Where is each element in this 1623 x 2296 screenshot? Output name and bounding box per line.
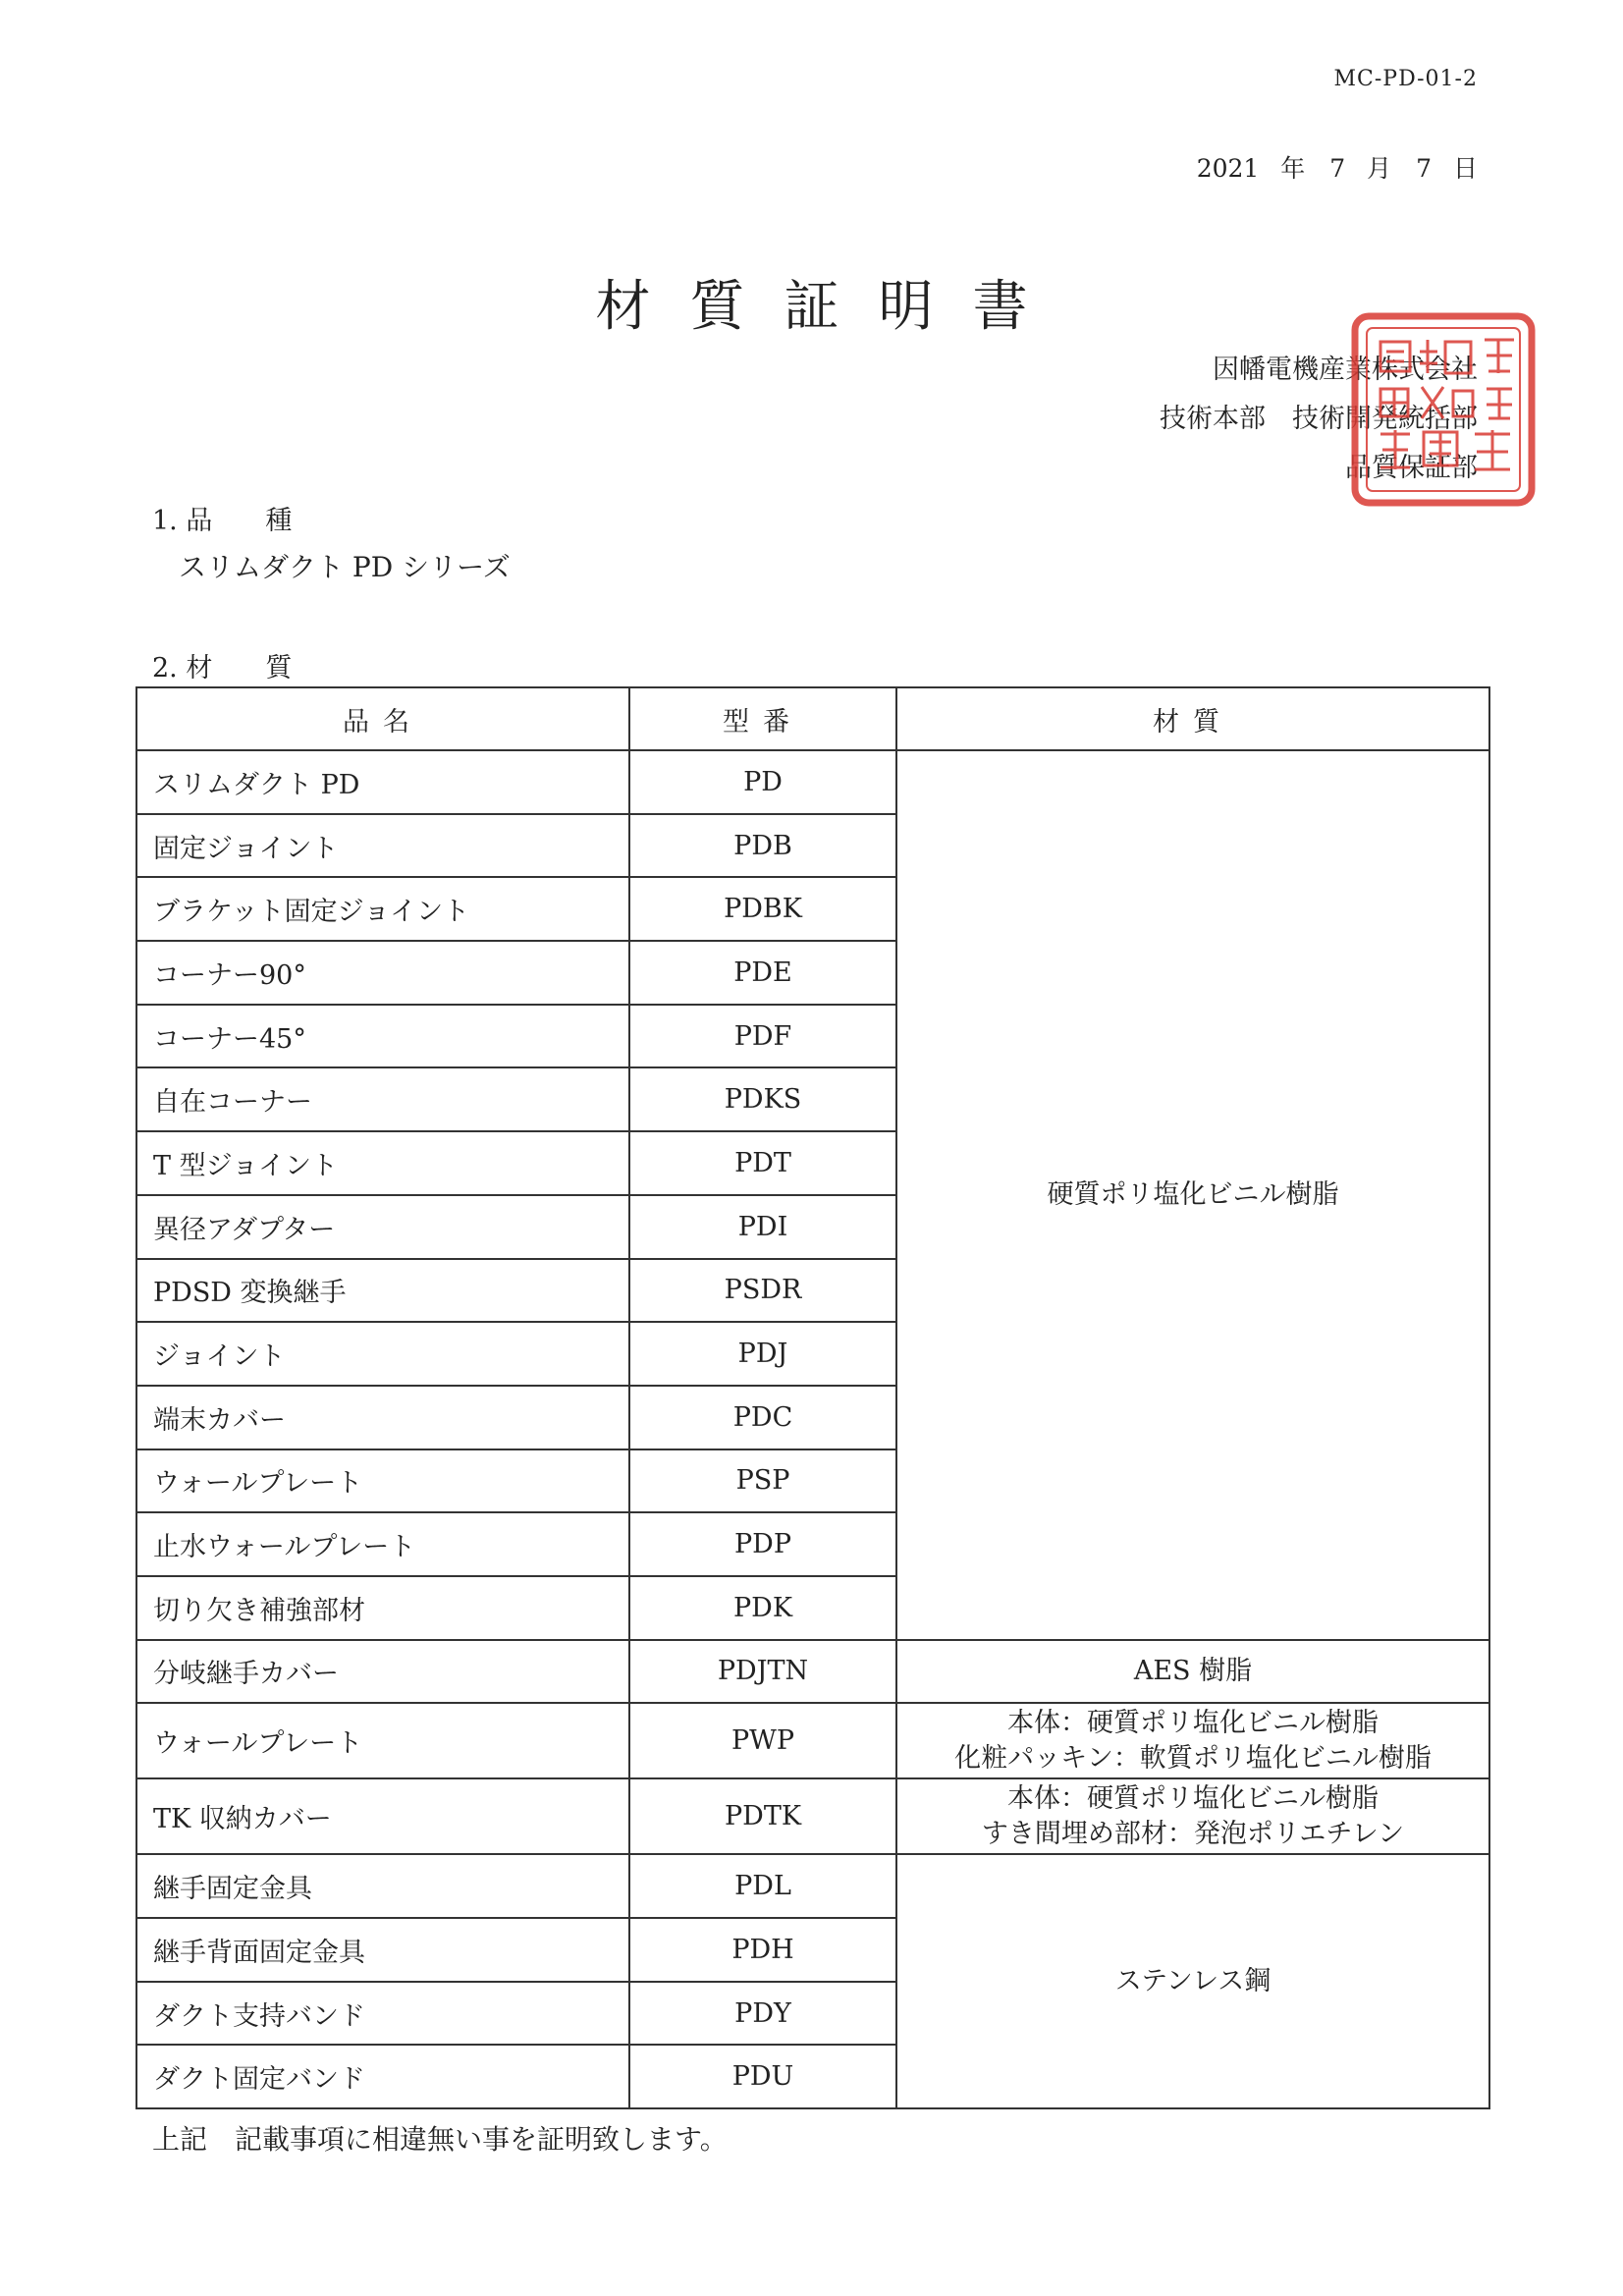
model-number: PDU (629, 2045, 896, 2108)
model-number: PDK (629, 1576, 896, 1640)
product-name: TK 収納カバー (136, 1778, 629, 1854)
product-name: ウォールプレート (136, 1449, 629, 1513)
header-product-name: 品名 (136, 687, 629, 750)
product-name: ダクト固定バンド (136, 2045, 629, 2108)
model-number: PSDR (629, 1259, 896, 1323)
material-cell (896, 750, 1489, 1640)
model-number: PDTK (629, 1778, 896, 1854)
product-name: 自在コーナー (136, 1067, 629, 1131)
product-name: 分岐継手カバー (136, 1640, 629, 1704)
model-number: PDH (629, 1918, 896, 1982)
model-number: PDF (629, 1005, 896, 1068)
material-cell (896, 1854, 1489, 2108)
product-name: 端末カバー (136, 1386, 629, 1449)
product-name: PDSD 変換継手 (136, 1259, 629, 1323)
issuer-section: 品質保証部 (1345, 453, 1478, 483)
document-title: 材質証明書 (595, 275, 1067, 339)
product-name: 固定ジョイント (136, 814, 629, 878)
product-name: スリムダクト PD (136, 750, 629, 814)
section-2-heading: 2. 材 質 (152, 653, 293, 683)
material-text: 硬質ポリ塩化ビニル樹脂 (1047, 1178, 1339, 1210)
model-number: PDP (629, 1512, 896, 1576)
material-cell (896, 1778, 1489, 1854)
model-number: PSP (629, 1449, 896, 1513)
material-text: ステンレス鋼 (1114, 1965, 1271, 1996)
product-name: 切り欠き補強部材 (136, 1576, 629, 1640)
product-name: ジョイント (136, 1322, 629, 1386)
material-text: 本体：硬質ポリ塩化ビニル樹脂 (1007, 1707, 1379, 1738)
header-model-number: 型番 (629, 687, 896, 750)
product-name: 継手背面固定金具 (136, 1918, 629, 1982)
model-number: PDY (629, 1982, 896, 2046)
model-number: PD (629, 750, 896, 814)
table-row (136, 1854, 1489, 1918)
model-number: PDJ (629, 1322, 896, 1386)
model-number: PDE (629, 941, 896, 1005)
model-number: PDBK (629, 877, 896, 941)
product-name: ブラケット固定ジョイント (136, 877, 629, 941)
material-cell (896, 1640, 1489, 1704)
product-name: ウォールプレート (136, 1703, 629, 1778)
model-number: PDL (629, 1854, 896, 1918)
section-1-heading: 1. 品 種 (152, 506, 293, 536)
product-name: 止水ウォールプレート (136, 1512, 629, 1576)
company-seal-icon (1351, 312, 1536, 507)
product-name: ダクト支持バンド (136, 1982, 629, 2046)
product-name: コーナー90° (136, 941, 629, 1005)
header-material: 材質 (896, 687, 1489, 750)
table-row (136, 1703, 1489, 1778)
product-name: T 型ジョイント (136, 1131, 629, 1195)
table-row (136, 750, 1489, 814)
material-text: 本体：硬質ポリ塩化ビニル樹脂 (1007, 1782, 1379, 1814)
product-series: スリムダクト PD シリーズ (179, 551, 511, 583)
table-row (136, 1778, 1489, 1854)
issuer-company: 因幡電機産業株式会社 (1213, 355, 1478, 385)
document-id: MC-PD-01-2 (1333, 67, 1478, 91)
table-header-row (136, 687, 1489, 750)
model-number: PWP (629, 1703, 896, 1778)
model-number: PDB (629, 814, 896, 878)
model-number: PDJTN (629, 1640, 896, 1704)
issuer-department: 技術本部 技術開発統括部 (1160, 404, 1478, 434)
material-cell (896, 1703, 1489, 1778)
model-number: PDT (629, 1131, 896, 1195)
issue-date: 2021 年 7 月 7 日 (1196, 154, 1478, 183)
material-text: AES 樹脂 (1133, 1655, 1253, 1686)
product-name: コーナー45° (136, 1005, 629, 1068)
product-name: 継手固定金具 (136, 1854, 629, 1918)
model-number: PDI (629, 1195, 896, 1259)
material-table (135, 686, 1490, 2109)
material-text: すき間埋め部材：発泡ポリエチレン (981, 1818, 1405, 1849)
certification-statement: 上記 記載事項に相違無い事を証明致します。 (152, 2123, 728, 2156)
product-name: 異径アダプター (136, 1195, 629, 1259)
model-number: PDKS (629, 1067, 896, 1131)
material-text: 化粧パッキン：軟質ポリ塩化ビニル樹脂 (954, 1742, 1432, 1774)
table-row (136, 1640, 1489, 1704)
model-number: PDC (629, 1386, 896, 1449)
